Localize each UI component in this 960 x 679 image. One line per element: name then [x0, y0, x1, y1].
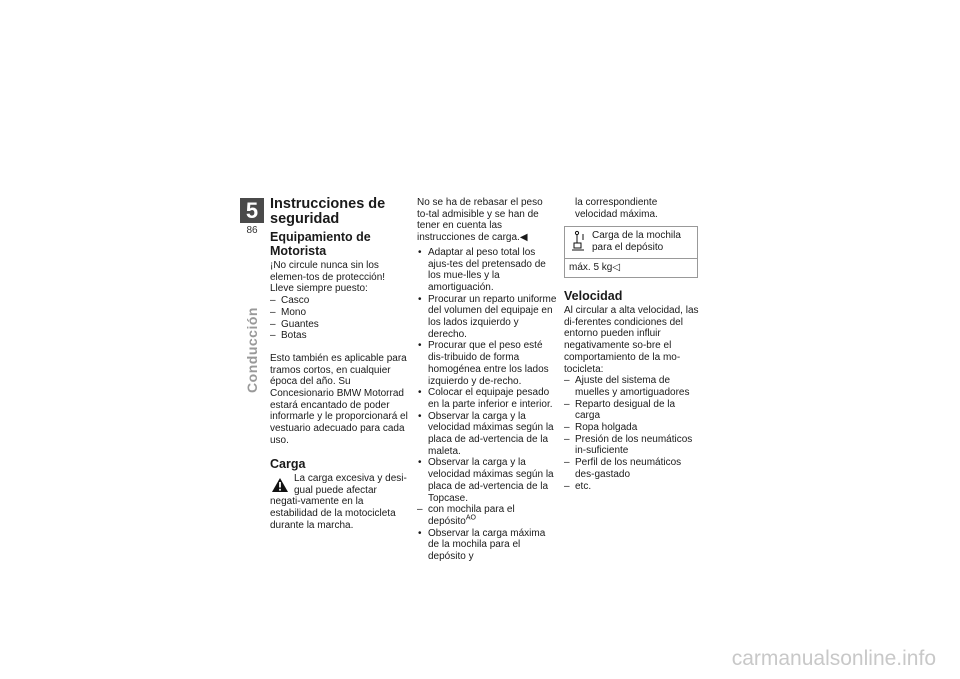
- optional-accessory-mark: AO: [465, 514, 476, 522]
- warning-triangle-icon: [272, 478, 288, 492]
- list-item: – Mono: [270, 307, 410, 319]
- list-item: • Observar la carga y la velocidad máximas según la placa de ad-vertencia de la maleta.: [417, 411, 557, 458]
- spec-header: [565, 227, 697, 258]
- subsection-heading-load: Carga: [270, 456, 306, 471]
- spec-value: máx. 5 kg◁: [569, 261, 621, 273]
- column-3: [564, 197, 699, 492]
- list-item: • Colocar el equipaje pesado en la parte inferior e interior.: [417, 387, 557, 410]
- load-intro: No se ha de rebasar el peso to-tal admisible y se han de tener en cuenta las instrucciones de carga.◀: [417, 197, 543, 244]
- list-item: • Observar la carga máxima de la mochila para el depósito y: [417, 528, 557, 563]
- column-1: [270, 197, 410, 532]
- spec-label: Carga de la mochila para el depósito: [592, 230, 681, 254]
- list-item: – Guantes: [270, 319, 410, 331]
- warning-text: La carga excesiva y desi-gual puede afectar negati-vamente en la estabilidad de la motocicleta durante la marcha.: [270, 473, 407, 531]
- list-item: • Procurar un reparto uniforme del volumen del equipaje en los lados izquierdo y derecho.: [417, 294, 557, 341]
- list-item: [417, 504, 557, 527]
- warning-note: [270, 473, 410, 532]
- equipment-intro: ¡No circule nunca sin los elemen-tos de protección! Lleve siempre puesto:: [270, 260, 386, 295]
- list-item: – Botas: [270, 330, 410, 342]
- chapter-number: 5: [240, 198, 264, 223]
- weight-load-icon: [572, 230, 586, 252]
- continued-text: la correspondiente velocidad máxima.: [575, 197, 658, 220]
- list-item: – Perfil de los neumáticos des-gastado: [564, 457, 699, 480]
- chapter-title: Conducción: [244, 307, 260, 393]
- column-2: [417, 197, 557, 563]
- list-item: – Ropa holgada: [564, 422, 699, 434]
- list-item: • Adaptar al peso total los ajus-tes del pretensado de los mue-lles y la amortiguación.: [417, 247, 557, 294]
- list-item: • Observar la carga y la velocidad máximas según la placa de ad-vertencia de la Topcase.: [417, 457, 557, 504]
- list-item: – Presión de los neumáticos in-suficiente: [564, 434, 699, 457]
- section-heading: Instrucciones de seguridad: [270, 196, 386, 227]
- equipment-list: [270, 295, 410, 342]
- speed-paragraph: Al circular a alta velocidad, las di-ferentes condiciones del entorno pueden influir negativamente so-bre el comportamiento de la mo-tocicleta:: [564, 305, 699, 375]
- watermark: carmanualsonline.info: [731, 647, 936, 670]
- speed-factors-list: [564, 375, 699, 492]
- tank-bag-text: con mochila para el depósito: [428, 504, 515, 527]
- subsection-heading-speed: Velocidad: [564, 288, 623, 303]
- list-item: – etc.: [564, 481, 699, 493]
- spec-table: [564, 226, 698, 277]
- list-item: • Procurar que el peso esté dis-tribuido de forma homogénea entre los lados izquierdo y de-recho.: [417, 340, 557, 387]
- list-item: – Casco: [270, 295, 410, 307]
- page-number: 86: [246, 225, 258, 236]
- list-item: – Ajuste del sistema de muelles y amortiguadores: [564, 375, 699, 398]
- list-item: – Reparto desigual de la carga: [564, 399, 699, 422]
- subsection-heading-equipment: Equipamiento de Motorista: [270, 230, 371, 258]
- load-instructions: [417, 247, 557, 563]
- equipment-paragraph: Esto también es aplicable para tramos cortos, en cualquier época del año. Su Concesionario BMW Motorrad estará encantado de poder informarle y le proporcionará el vestuario adecuado para cada uso.: [270, 352, 408, 446]
